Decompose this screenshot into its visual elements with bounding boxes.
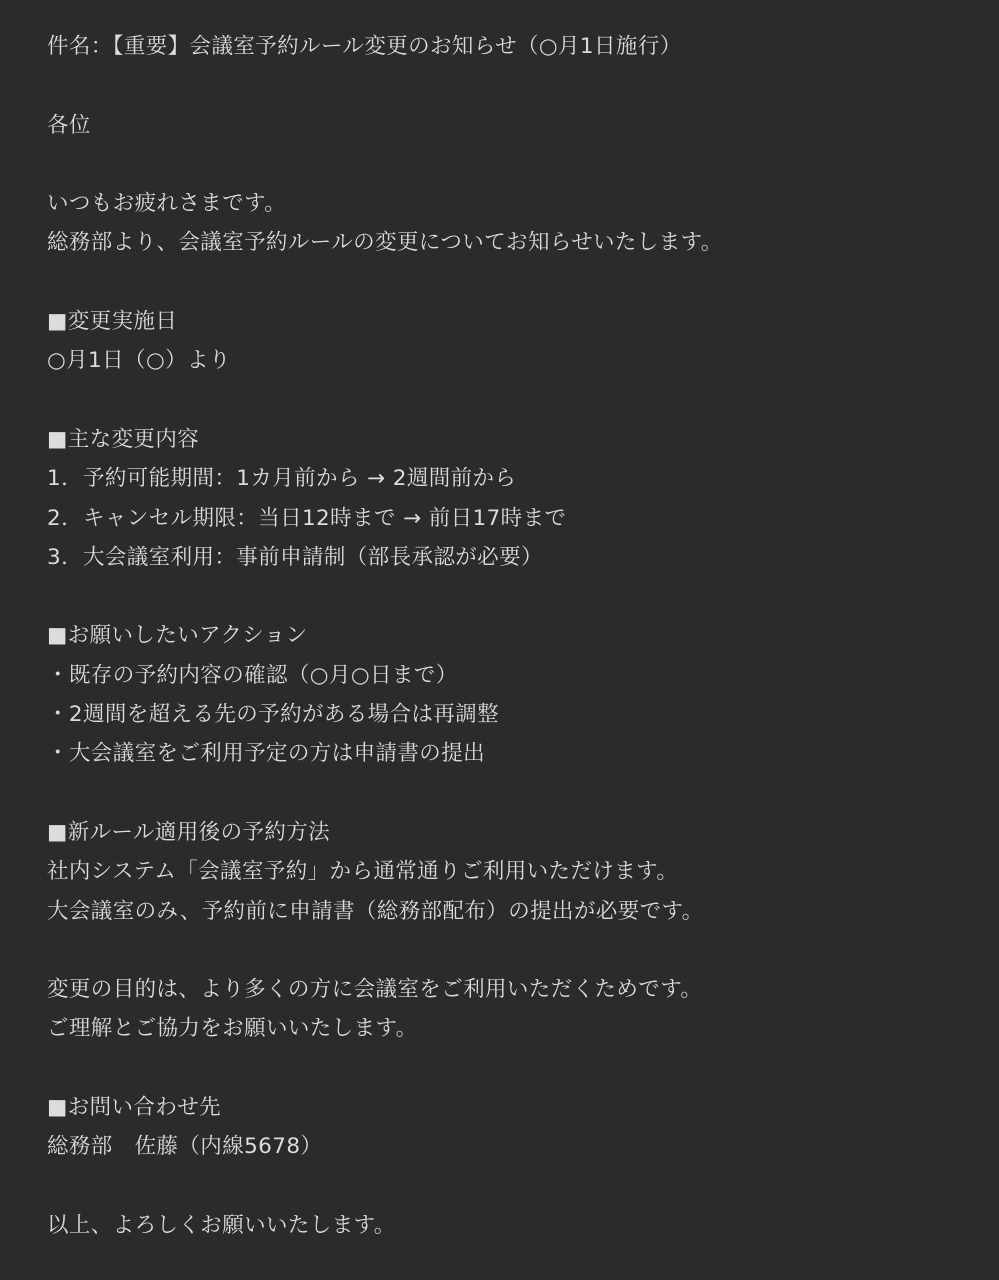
new-method-line: 大会議室のみ、予約前に申請書（総務部配布）の提出が必要です。	[47, 898, 704, 924]
blank-line	[47, 1167, 967, 1206]
actions-heading: ■お願いしたいアクション	[47, 623, 308, 649]
main-change-item: 3．大会議室利用：事前申請制（部長承認が必要）	[47, 544, 543, 570]
main-change-item: 1．予約可能期間：1カ月前から → 2週間前から	[47, 466, 517, 492]
action-item: ・2週間を超える先の予約がある場合は再調整	[47, 702, 500, 728]
closing-line: 以上、よろしくお願いいたします。	[47, 1212, 396, 1238]
blank-line	[47, 145, 967, 184]
email-body	[47, 27, 967, 1245]
purpose-line: ご理解とご協力をお願いいたします。	[47, 1016, 418, 1042]
blank-line	[47, 577, 967, 616]
effective-date-heading: ■変更実施日	[47, 309, 178, 335]
greeting-line: 総務部より、会議室予約ルールの変更についてお知らせいたします。	[47, 230, 723, 256]
new-method-heading: ■新ルール適用後の予約方法	[47, 819, 331, 845]
blank-line	[47, 774, 967, 813]
blank-line	[47, 66, 967, 105]
effective-date-line: ○月1日（○）より	[47, 348, 231, 374]
salutation: 各位	[47, 112, 91, 138]
action-item: ・既存の予約内容の確認（○月○日まで）	[47, 662, 458, 688]
contact-heading: ■お問い合わせ先	[47, 1095, 222, 1121]
blank-line	[47, 931, 967, 970]
main-change-item: 2．キャンセル期限：当日12時まで → 前日17時まで	[47, 505, 567, 531]
email-subject: 件名：【重要】会議室予約ルール変更のお知らせ（○月1日施行）	[47, 34, 682, 59]
blank-line	[47, 1049, 967, 1088]
contact-line: 総務部 佐藤（内線5678）	[47, 1134, 323, 1160]
main-changes-heading: ■主な変更内容	[47, 426, 200, 452]
action-item: ・大会議室をご利用予定の方は申請書の提出	[47, 741, 486, 767]
new-method-line: 社内システム「会議室予約」から通常通りご利用いただけます。	[47, 859, 679, 885]
blank-line	[47, 381, 967, 420]
blank-line	[47, 263, 967, 302]
greeting-line: いつもお疲れさまです。	[47, 191, 287, 217]
purpose-line: 変更の目的は、より多くの方に会議室をご利用いただくためです。	[47, 977, 703, 1003]
